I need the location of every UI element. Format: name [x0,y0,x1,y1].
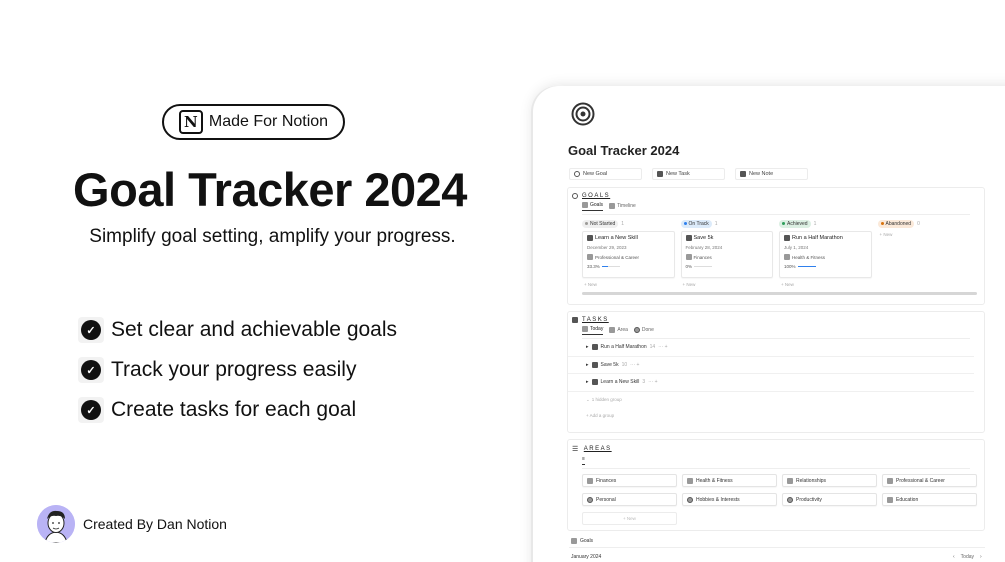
area-label: Relationships [796,477,827,484]
new-card-link[interactable]: + New [781,282,794,287]
goal-date: December 29, 2023 [587,245,627,250]
areas-gallery [568,469,984,525]
target-icon [572,193,578,199]
board-column-not-started [582,219,675,287]
tasks-views [568,323,984,338]
clock-icon [787,497,793,503]
goal-progress-text: 100% [784,264,796,269]
tab-goals-calendar[interactable] [571,538,593,544]
more-icon[interactable]: ··· + [630,361,640,368]
hero-subtitle: Simplify goal setting, amplify your progress. [89,226,456,247]
palette-icon [687,497,693,503]
area-label: Hobbies & Interests [696,496,740,503]
tab-done[interactable] [634,326,654,335]
quick-actions [569,168,808,180]
more-icon[interactable]: ··· + [658,344,668,351]
task-group-row[interactable] [568,374,974,392]
tab-today[interactable] [582,326,603,335]
goal-area: Professional & Career [595,254,640,260]
checkbox-icon [572,317,578,323]
column-count: 1 [813,220,817,227]
area-card[interactable] [582,474,677,487]
target-icon [571,102,595,126]
money-icon [587,478,593,484]
status-badge: Achieved [779,220,811,228]
chevron-right-icon[interactable]: ▸ [586,344,589,351]
folder-icon [609,327,615,333]
tab-timeline-label: Timeline [617,202,636,209]
goals-heading-text[interactable]: GOALS [582,193,611,199]
area-card[interactable] [582,493,677,506]
checkbox-icon [740,171,746,177]
new-goal-button[interactable] [569,168,642,180]
progress-bar [798,266,816,268]
task-group-count: 14 [649,344,656,351]
chevron-left-icon[interactable]: ‹ [953,554,955,560]
chevron-right-icon[interactable]: › [980,554,982,560]
goal-title: Save 5k [693,235,714,241]
tab-today-label: Today [590,326,604,332]
avatar [37,505,75,543]
tab-list[interactable] [582,456,585,465]
goal-card[interactable] [779,231,872,278]
goals-views [568,199,984,214]
area-label: Finances [596,477,617,484]
creator-credit [37,505,227,543]
area-card[interactable] [682,493,777,506]
badge-label: Made For Notion [208,113,329,130]
area-card[interactable] [782,474,877,487]
area-label: Personal [596,496,616,503]
new-task-button[interactable] [652,168,725,180]
tasks-heading [568,312,984,323]
goal-area: Health & Fitness [792,254,826,260]
checkmark-icon: ✓ [78,397,104,423]
task-group-row[interactable] [568,339,974,357]
tab-area-label: Area [617,326,628,333]
feature-text: Set clear and achievable goals [111,318,398,341]
feature-list [78,310,397,430]
new-area-button[interactable]: + New [582,512,677,525]
book-icon [592,379,598,385]
areas-heading [568,440,984,453]
calendar-month: January 2024 [571,554,602,560]
graduation-cap-icon [887,497,893,503]
goal-card[interactable] [681,231,774,278]
board-icon [582,202,588,208]
list-icon [582,326,588,332]
runner-icon [592,344,598,350]
runner-icon [784,235,790,241]
area-card[interactable] [682,474,777,487]
task-group-label: Learn a New Skill [600,379,640,386]
tab-goals-calendar-label: Goals [580,538,594,544]
tasks-section [567,311,985,433]
page-title: Goal Tracker 2024 [568,143,680,158]
goal-progress-text: 33.3% [587,264,600,269]
new-card-link[interactable]: + New [879,232,893,237]
new-task-label: New Task [666,171,690,177]
board-column-on-track [681,219,774,287]
progress-fill [798,266,816,268]
horizontal-scrollbar[interactable] [582,292,977,295]
new-card-link[interactable]: + New [682,282,696,287]
column-count: 1 [621,220,625,227]
heart-icon [784,254,790,260]
people-icon [787,478,793,484]
goal-date: February 28, 2024 [685,245,723,250]
task-group-label: Run a Half Marathon [600,344,647,351]
list-icon: ≡ [582,456,585,462]
areas-views [568,453,984,468]
new-note-button[interactable] [735,168,808,180]
new-card-link[interactable]: + New [584,282,597,287]
money-icon [686,235,692,241]
feature-item [78,350,397,390]
task-group-count: 3 [642,379,646,386]
feature-item [78,310,397,350]
goal-card[interactable] [582,231,675,278]
tab-goals[interactable] [582,202,603,211]
goal-title: Learn a New Skill [595,235,638,241]
area-card[interactable] [882,474,977,487]
creator-name: Created By Dan Notion [83,516,227,532]
tab-area[interactable] [609,326,628,335]
area-label: Productivity [796,496,822,503]
add-group-button[interactable]: + Add a group [586,413,615,418]
board-column-abandoned [878,219,971,287]
new-note-label: New Note [749,171,774,177]
column-count: 1 [714,220,718,227]
progress-bar [602,266,620,268]
chevron-down-icon: ⌄ [586,396,590,402]
status-badge: Abandoned [878,220,915,228]
hidden-group-toggle[interactable] [568,392,984,408]
today-button[interactable]: Today [960,554,975,560]
tab-goals-label: Goals [590,202,604,208]
progress-bar [694,266,712,268]
area-label: Professional & Career [896,477,945,484]
tasks-heading-text[interactable]: TASKS [582,317,609,323]
area-label: Education [896,496,919,503]
areas-heading-text[interactable]: AREAS [583,446,612,452]
chevron-right-icon[interactable]: ▸ [586,361,589,368]
task-group-count: 10 [621,361,628,368]
briefcase-icon [587,254,593,260]
target-icon [574,171,580,177]
hero-title: Goal Tracker 2024 [73,163,467,216]
menu-icon: ☰ [572,446,580,453]
area-label: Health & Fitness [696,477,733,484]
status-badge: On Track [681,220,712,228]
board-column-achieved [779,219,872,287]
check-circle-icon [634,327,640,333]
area-card[interactable] [882,493,977,506]
new-goal-label: New Goal [583,171,608,177]
goals-section [567,187,985,305]
notion-app-window [533,86,1005,562]
goal-date: July 1, 2024 [784,245,809,250]
checkmark-icon: ✓ [78,317,104,343]
column-count: 0 [917,220,920,227]
goals-heading [568,188,984,199]
money-icon [686,254,692,260]
goals-board [568,215,984,287]
person-icon [587,497,593,503]
hidden-group-label: 1 hidden group [591,397,622,402]
chevron-right-icon[interactable]: ▸ [586,379,589,386]
task-group-label: Save 5k [600,361,619,368]
checkbox-icon [657,171,663,177]
areas-section [567,439,985,531]
calendar-nav [953,554,982,560]
checkmark-icon: ✓ [78,357,104,383]
goal-title: Run a Half Marathon [792,235,843,241]
tab-done-label: Done [641,326,654,333]
made-for-notion-badge [162,104,345,140]
goal-area: Finances [693,254,712,260]
money-icon [592,362,598,368]
timeline-icon [609,203,615,209]
goal-progress-text: 0% [685,264,693,269]
calendar-icon [571,538,577,544]
book-icon [587,235,593,241]
tab-timeline[interactable] [609,202,636,211]
briefcase-icon [887,478,893,484]
task-group-row[interactable] [568,357,974,375]
feature-item [78,390,397,430]
status-badge: Not Started [582,220,618,228]
notion-logo-icon: N [179,110,203,134]
more-icon[interactable]: ··· + [648,379,658,386]
heart-icon [687,478,693,484]
feature-text: Track your progress easily [111,358,357,381]
progress-fill [602,266,608,268]
feature-text: Create tasks for each goal [111,398,357,421]
area-card[interactable] [782,493,877,506]
